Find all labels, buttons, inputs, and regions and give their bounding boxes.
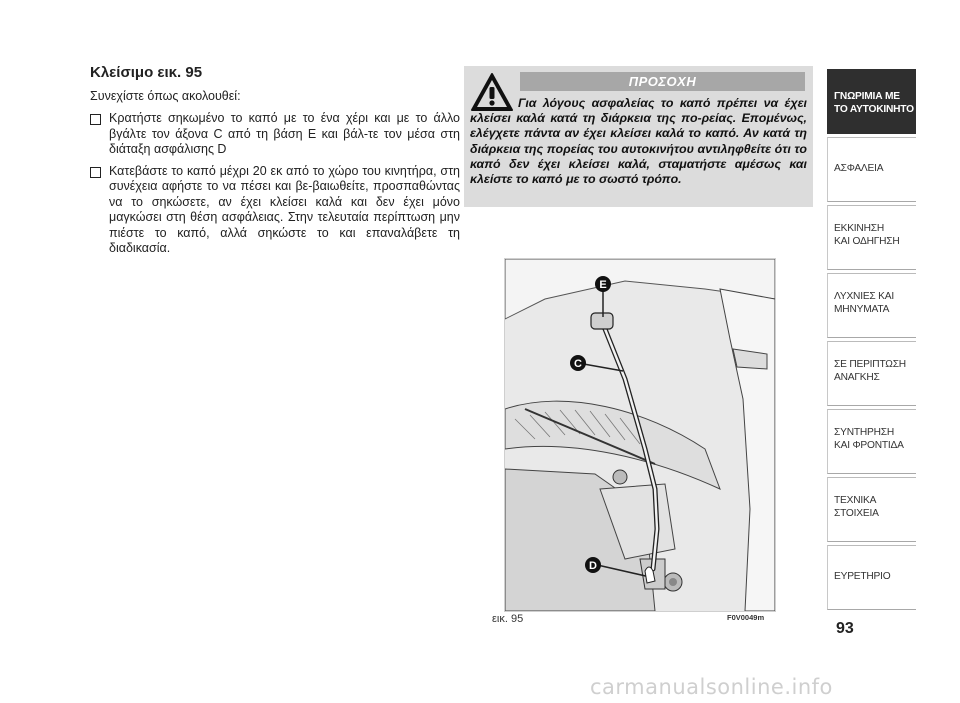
chapter-tabs [827, 69, 916, 613]
tab-label: ΕΥΡΕΤΗΡΙΟ [834, 571, 891, 582]
section-title: Κλείσιμο εικ. 95 [90, 64, 203, 81]
tab-label: ΣΕ ΠΕΡΙΠΤΩΣΗ [834, 359, 906, 370]
figure-label-c: C [574, 358, 582, 370]
tab-label: ΚΑΙ ΦΡΟΝΤΙΔΑ [834, 440, 904, 451]
tab-label: ΣΤΟΙΧΕΙΑ [834, 508, 879, 519]
engine-bay-figure [504, 258, 776, 612]
tab-safety[interactable] [827, 137, 916, 202]
watermark: carmanualsonline.info [590, 675, 833, 699]
tab-technical-data[interactable] [827, 477, 916, 542]
tab-starting-driving[interactable] [827, 205, 916, 270]
checkbox-bullet-icon [90, 167, 101, 178]
engine-bay-illustration [505, 259, 775, 611]
checkbox-bullet-icon [90, 114, 101, 125]
warning-heading: ΠΡΟΣΟΧΗ [520, 72, 805, 91]
figure-code: F0V0049m [727, 613, 765, 622]
figure-caption: εικ. 95 [492, 613, 524, 625]
tab-label: ΑΝΑΓΚΗΣ [834, 372, 880, 383]
tab-warning-lights[interactable] [827, 273, 916, 338]
list-item-text: Κατεβάστε το καπό μέχρι 20 εκ από το χώρο του κινητήρα, στη συνέχεια αφήστε το να πέσει και βε-βαιωθείτε, προσπαθώντας να το σηκώσετε, αν έχει κλείσει καλά και δεν έχει μόνο μαγκώσει στη θέση ασφάλειας. Στην τελευταία περίπτωση μην πιέστε το καπό, αλλά σηκώστε το και επαναλάβετε τη διαδικασία. [109, 163, 460, 255]
tab-emergency[interactable] [827, 341, 916, 406]
warning-text: Για λόγους ασφαλείας το καπό πρέπει να έχει κλείσει καλά κατά τη διάρκεια της πο-ρείας. Επομένως, ελέγχετε πάντα αν έχει κλείσει καλά το καπό. Αν κατά τη διάρκεια της πορείας του αυτοκινήτου αντιληφθείτε ότι το καπό δεν έχει κλείσει καλά, σταματήστε αμέσως και κλείστε το καπό με το σωστό τρόπο. [470, 96, 807, 187]
tab-label: ΚΑΙ ΟΔΗΓΗΣΗ [834, 236, 900, 247]
tab-label: ΓΝΩΡΙΜΙΑ ΜΕ [834, 91, 900, 102]
tab-label: ΑΣΦΑΛΕΙΑ [834, 163, 884, 174]
tab-label: ΤΕΧΝΙΚΑ [834, 495, 877, 506]
warning-box [464, 66, 813, 207]
list-item-text: Κρατήστε σηκωμένο το καπό με το ένα χέρι και με το άλλο βγάλτε τον άξονα C από τη βάση E και βάλ-τε τον μέσα στη διάταξη ασφάλισης D [109, 111, 460, 156]
tab-label: ΣΥΝΤΗΡΗΣΗ [834, 427, 895, 438]
tab-index[interactable] [827, 545, 916, 610]
figure-label-e: E [599, 279, 607, 291]
page-number: 93 [836, 620, 854, 637]
figure-label-d: D [589, 560, 597, 572]
tab-label: ΤΟ ΑΥΤΟΚΙΝΗΤΟ [834, 104, 914, 115]
list-item [90, 164, 460, 257]
instructions-column [90, 64, 460, 263]
section-intro: Συνεχίστε όπως ακολουθεί: [90, 89, 241, 103]
tab-maintenance[interactable] [827, 409, 916, 474]
list-item [90, 111, 460, 158]
tab-label: ΕΚΚΙΝΗΣΗ [834, 223, 884, 234]
tab-getting-to-know[interactable] [827, 69, 916, 134]
tab-label: ΜΗΝΥΜΑΤΑ [834, 304, 890, 315]
tab-label: ΛΥΧΝΙΕΣ ΚΑΙ [834, 291, 894, 302]
